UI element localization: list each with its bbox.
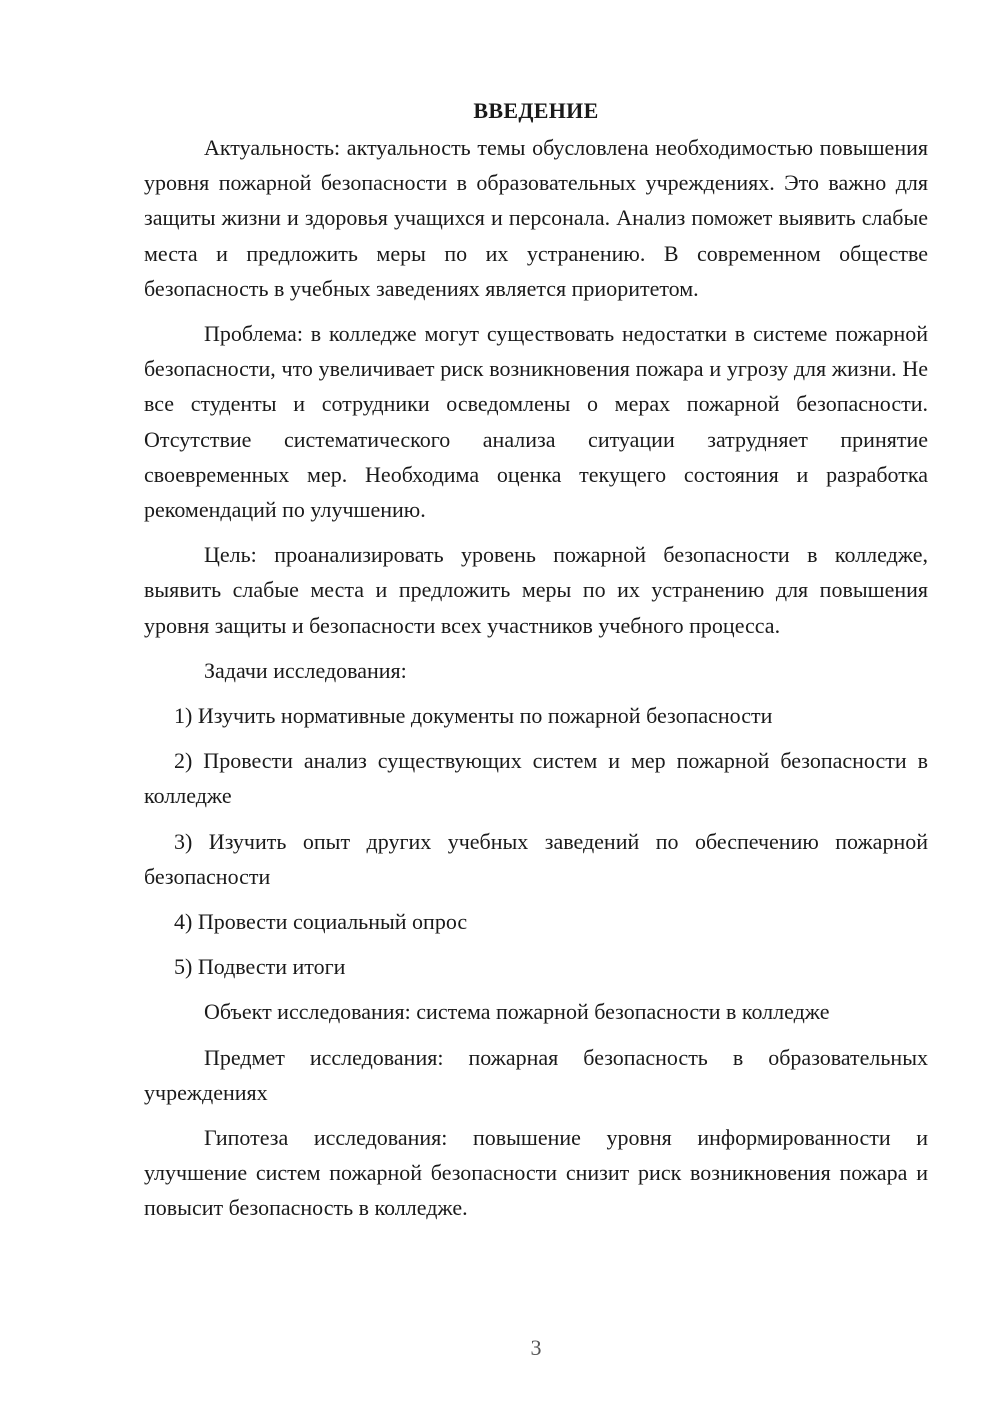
task-item-4: 4) Провести социальный опрос bbox=[174, 909, 468, 935]
paragraph-problem: Проблема: в колледже могут существовать недостатки в системе пожарной безопасности, что увеличивает риск возникновения пожара и угрозу для жизни. Не все студенты и сотрудники осведомлены о мерах пожарной безопасности. Отсутствие систематического анализа ситуации затрудняет принятие своевременных мер. Необходима оценка текущего состояния и разработка рекомендаций по улучшению. bbox=[144, 321, 928, 523]
task-item-5: 5) Подвести итоги bbox=[174, 954, 346, 980]
page-number: 3 bbox=[530, 1335, 542, 1360]
paragraph-relevance: Актуальность: актуальность темы обусловлена необходимостью повышения уровня пожарной безопасности в образовательных учреждениях. Это важно для защиты жизни и здоровья учащихся и персонала. Анализ поможет выявить слабые места и предложить меры по их устранению. В современном обществе безопасность в учебных заведениях является приоритетом. bbox=[144, 135, 928, 301]
task-item-1: 1) Изучить нормативные документы по пожарной безопасности bbox=[174, 703, 773, 729]
task-item-3: 3) Изучить опыт других учебных заведений по обеспечению пожарной безопасности bbox=[144, 828, 928, 889]
task-item-2: 2) Провести анализ существующих систем и мер пожарной безопасности в колледже bbox=[144, 748, 928, 809]
document-page bbox=[144, 96, 928, 1236]
paragraph-object: Объект исследования: система пожарной безопасности в колледже bbox=[204, 999, 830, 1025]
paragraph-goal: Цель: проанализировать уровень пожарной безопасности в колледже, выявить слабые места и предложить меры по их устранению для повышения уровня защиты и безопасности всех участников учебного процесса. bbox=[144, 542, 928, 638]
paragraph-hypothesis: Гипотеза исследования: повышение уровня информированности и улучшение систем пожарной безопасности снизит риск возникновения пожара и повысит безопасность в колледже. bbox=[144, 1125, 928, 1221]
tasks-heading: Задачи исследования: bbox=[204, 657, 407, 683]
page-title: ВВЕДЕНИЕ bbox=[473, 98, 599, 123]
paragraph-subject: Предмет исследования: пожарная безопасность в образовательных учреждениях bbox=[144, 1044, 928, 1105]
